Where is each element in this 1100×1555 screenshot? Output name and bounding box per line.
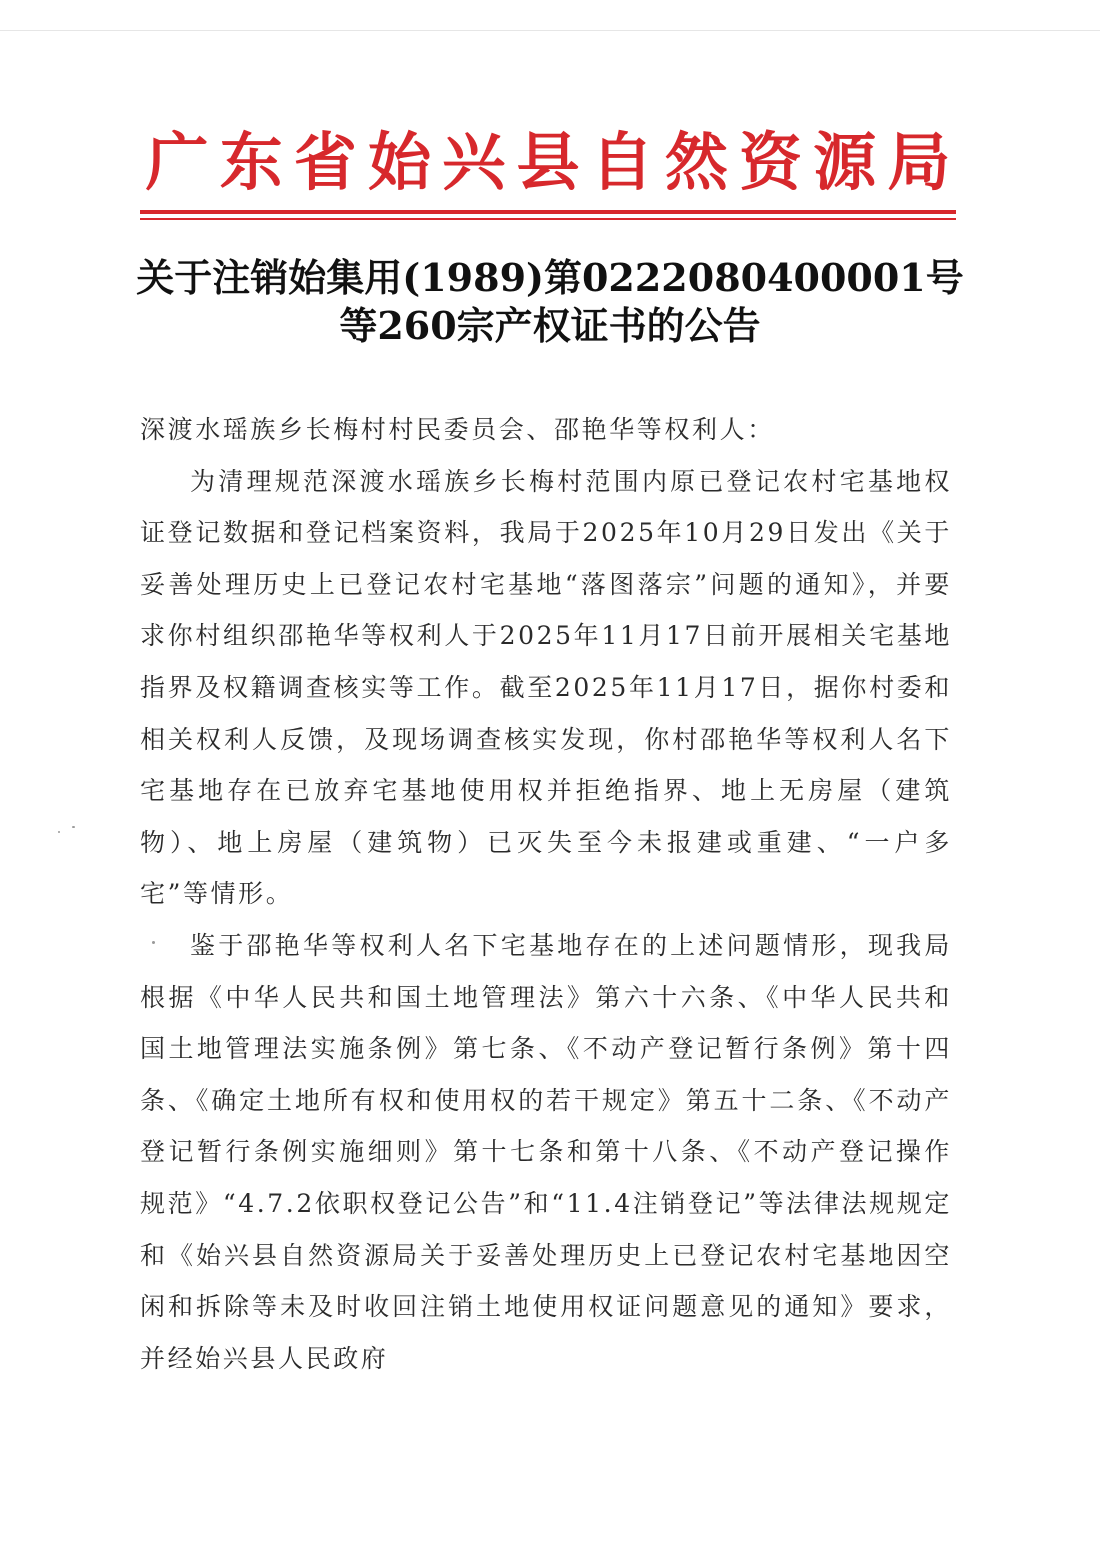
letterhead-char: 资	[739, 125, 802, 199]
letterhead	[140, 122, 956, 202]
title-line-2: 等260宗产权证书的公告	[339, 303, 761, 348]
scan-speck	[152, 941, 155, 944]
document-body	[140, 404, 952, 1384]
letterhead-char: 局	[887, 125, 951, 199]
letterhead-char: 省	[293, 125, 357, 199]
salutation: 深渡水瑶族乡长梅村村民委员会、邵艳华等权利人：	[140, 415, 775, 444]
document-title	[100, 254, 1000, 350]
letterhead-char: 广	[145, 125, 209, 199]
letterhead-char: 自	[590, 125, 654, 199]
scan-edge-line	[0, 30, 1100, 31]
letterhead-rule-thick	[140, 210, 956, 214]
letterhead-char: 然	[664, 125, 728, 199]
paragraph: 为清理规范深渡水瑶族乡长梅村范围内原已登记农村宅基地权证登记数据和登记档案资料，我局于2025年10月29日发出《关于妥善处理历史上已登记农村宅基地“落图落宗”问题的通知》，并要求你村组织邵艳华等权利人于2025年11月17日前开展相关宅基地指界及权籍调查核实等工作。截至2025年11月17日，据你村委和相关权利人反馈，及现场调查核实发现，你村邵艳华等权利人名下宅基地存在已放弃宅基地使用权并拒绝指界、地上无房屋（建筑物）、地上房屋（建筑物）已灭失至今未报建或重建、“一户多宅”等情形。	[140, 466, 952, 909]
letterhead-char: 兴	[442, 125, 506, 199]
paragraph: 鉴于邵艳华等权利人名下宅基地存在的上述问题情形，现我局根据《中华人民共和国土地管理法》第六十六条、《中华人民共和国土地管理法实施条例》第七条、《不动产登记暂行条例》第十四条、《确定土地所有权和使用权的若干规定》第五十二条、《不动产登记暂行条例实施细则》第十七条和第十八条、《不动产登记操作规范》“4.7.2依职权登记公告”和“11.4注销登记”等法律法规规定和《始兴县自然资源局关于妥善处理历史上已登记农村宅基地因空闲和拆除等未及时收回注销土地使用权证问题意见的通知》要求，并经始兴县人民政府	[140, 930, 952, 1373]
scan-speck	[72, 826, 75, 828]
letterhead-char: 县	[516, 125, 580, 199]
letterhead-char: 东	[219, 125, 283, 199]
scan-speck	[58, 831, 60, 833]
title-line-1: 关于注销始集用(1989)第0222080400001号	[136, 255, 964, 300]
letterhead-char: 始	[368, 125, 432, 199]
letterhead-char: 源	[813, 125, 877, 199]
letterhead-rule-thin	[140, 218, 956, 220]
